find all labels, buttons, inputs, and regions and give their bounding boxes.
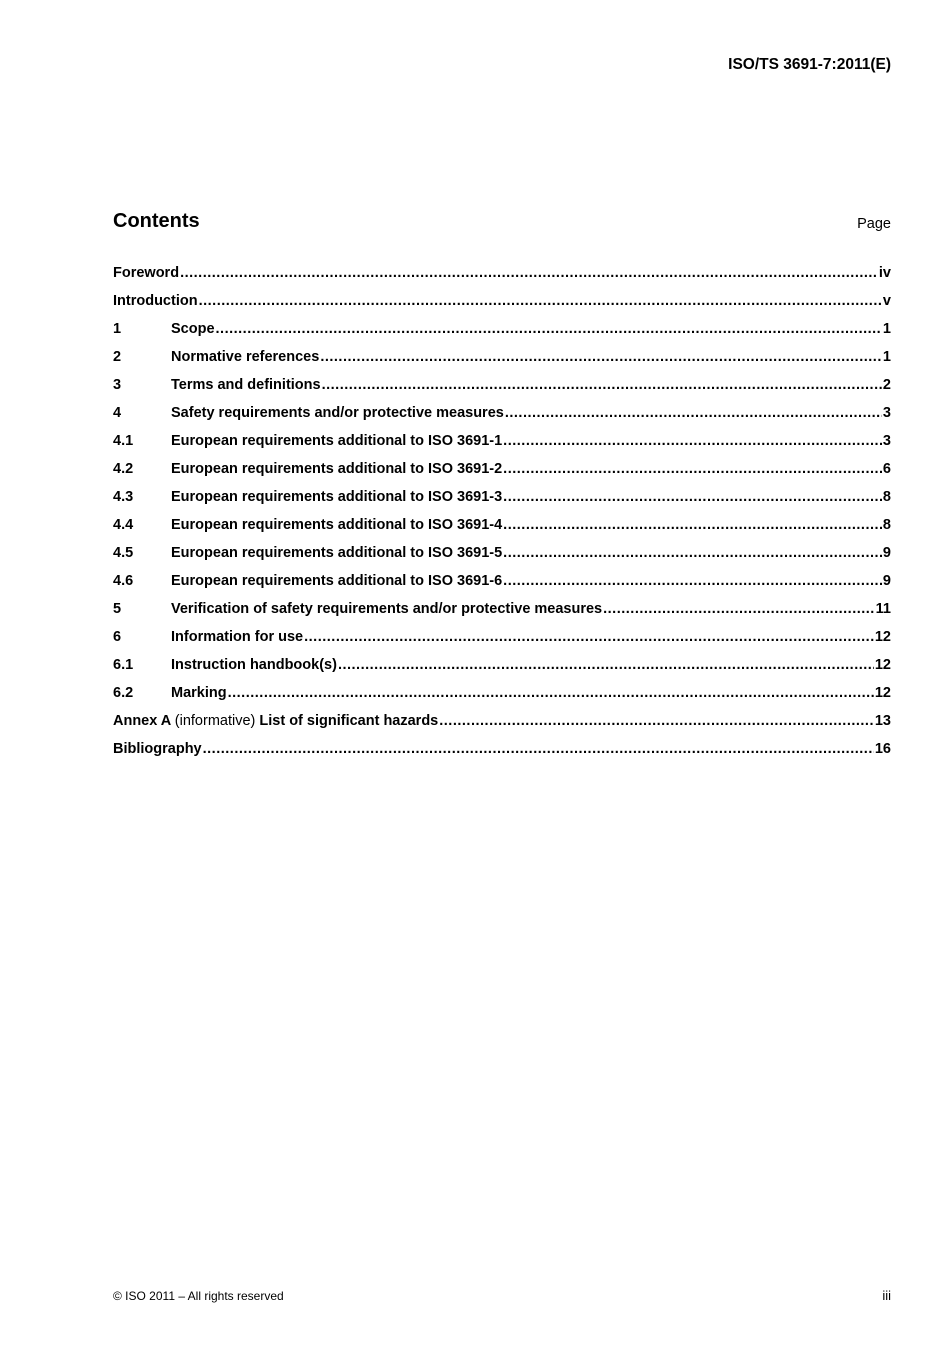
toc-entry-title: Information for use	[171, 629, 304, 645]
table-of-contents	[113, 265, 891, 769]
toc-entry-title: European requirements additional to ISO 3691-3	[171, 489, 503, 505]
annex-label: Annex A	[113, 713, 171, 729]
toc-entry-title: Verification of safety requirements and/or protective measures	[171, 601, 603, 617]
toc-entry-page: iv	[878, 265, 891, 281]
toc-entry-page: 3	[882, 405, 891, 421]
toc-entry-number: 3	[113, 377, 122, 393]
toc-entry-4-5[interactable]	[113, 545, 891, 573]
toc-entry-5[interactable]	[113, 601, 891, 629]
toc-entry-page: 9	[882, 545, 891, 561]
toc-entry-title: European requirements additional to ISO 3691-6	[171, 573, 503, 589]
contents-heading: Contents	[113, 210, 200, 232]
toc-leader-dots	[322, 377, 882, 393]
toc-entry-page: 12	[874, 685, 891, 701]
toc-entry-number: 6	[113, 629, 122, 645]
toc-entry-4-3[interactable]	[113, 489, 891, 517]
toc-leader-dots	[203, 741, 874, 757]
annex-qualifier: (informative)	[174, 713, 256, 729]
toc-entry-title: Instruction handbook(s)	[171, 657, 337, 673]
toc-leader-dots	[304, 629, 874, 645]
toc-entry-title: Scope	[171, 321, 215, 337]
document-id: ISO/TS 3691-7:2011(E)	[728, 56, 891, 73]
toc-leader-dots	[503, 489, 882, 505]
toc-entry-number: 5	[113, 601, 122, 617]
toc-leader-dots	[503, 545, 882, 561]
toc-leader-dots	[503, 573, 882, 589]
toc-entry-4-4[interactable]	[113, 517, 891, 545]
toc-entry-page: 9	[882, 573, 891, 589]
toc-entry-page: 2	[882, 377, 891, 393]
toc-entry-title: Normative references	[171, 349, 320, 365]
toc-leader-dots	[505, 405, 882, 421]
toc-entry-title: European requirements additional to ISO 3691-4	[171, 517, 503, 533]
toc-entry-number: 1	[113, 321, 122, 337]
toc-entry-6-2[interactable]	[113, 685, 891, 713]
toc-entry-number: 4.3	[113, 489, 134, 505]
toc-entry-title: Safety requirements and/or protective measures	[171, 405, 504, 421]
toc-entry-page: 16	[874, 741, 891, 757]
toc-entry-introduction[interactable]	[113, 293, 891, 321]
toc-leader-dots	[503, 461, 882, 477]
toc-leader-dots	[603, 601, 875, 617]
toc-entry-6[interactable]	[113, 629, 891, 657]
toc-entry-title: European requirements additional to ISO 3691-1	[171, 433, 503, 449]
toc-entry-4-2[interactable]	[113, 461, 891, 489]
toc-entry-page: v	[882, 293, 891, 309]
toc-entry-number: 4	[113, 405, 122, 421]
toc-entry-page: 8	[882, 489, 891, 505]
copyright-notice: © ISO 2011 – All rights reserved	[113, 1289, 284, 1303]
toc-entry-title: Bibliography	[113, 741, 202, 757]
toc-entry-number: 4.2	[113, 461, 134, 477]
toc-entry-title: European requirements additional to ISO 3691-5	[171, 545, 503, 561]
toc-leader-dots	[199, 293, 882, 309]
toc-entry-4[interactable]	[113, 405, 891, 433]
toc-entry-number: 6.1	[113, 657, 134, 673]
toc-entry-page: 12	[874, 657, 891, 673]
toc-entry-page: 8	[882, 517, 891, 533]
toc-leader-dots	[439, 713, 874, 729]
toc-leader-dots	[338, 657, 874, 673]
toc-entry-number: 4.1	[113, 433, 134, 449]
toc-entry-3[interactable]	[113, 377, 891, 405]
toc-entry-4-1[interactable]	[113, 433, 891, 461]
toc-leader-dots	[180, 265, 878, 281]
toc-entry-title: Foreword	[113, 265, 180, 281]
toc-entry-title	[113, 713, 438, 729]
page-column-label: Page	[857, 216, 891, 232]
toc-entry-6-1[interactable]	[113, 657, 891, 685]
toc-entry-page: 6	[882, 461, 891, 477]
toc-leader-dots	[320, 349, 882, 365]
toc-entry-number: 2	[113, 349, 122, 365]
annex-title: List of significant hazards	[259, 713, 439, 729]
toc-entry-page: 13	[874, 713, 891, 729]
toc-entry-number: 4.4	[113, 517, 134, 533]
page-number: iii	[882, 1288, 891, 1303]
toc-entry-title: Terms and definitions	[171, 377, 321, 393]
toc-entry-page: 3	[882, 433, 891, 449]
toc-entry-bibliography[interactable]	[113, 741, 891, 769]
toc-entry-page: 11	[875, 601, 891, 617]
toc-entry-title: Marking	[171, 685, 227, 701]
toc-entry-annex-a[interactable]	[113, 713, 891, 741]
toc-entry-page: 12	[874, 629, 891, 645]
toc-leader-dots	[503, 517, 882, 533]
toc-entry-number: 6.2	[113, 685, 134, 701]
toc-leader-dots	[216, 321, 882, 337]
toc-entry-number: 4.5	[113, 545, 134, 561]
toc-entry-page: 1	[882, 349, 891, 365]
toc-leader-dots	[503, 433, 882, 449]
toc-entry-number: 4.6	[113, 573, 134, 589]
toc-leader-dots	[228, 685, 874, 701]
toc-entry-page: 1	[882, 321, 891, 337]
toc-entry-foreword[interactable]	[113, 265, 891, 293]
toc-entry-title: European requirements additional to ISO 3691-2	[171, 461, 503, 477]
toc-entry-4-6[interactable]	[113, 573, 891, 601]
toc-entry-title: Introduction	[113, 293, 198, 309]
toc-entry-1[interactable]	[113, 321, 891, 349]
toc-entry-2[interactable]	[113, 349, 891, 377]
